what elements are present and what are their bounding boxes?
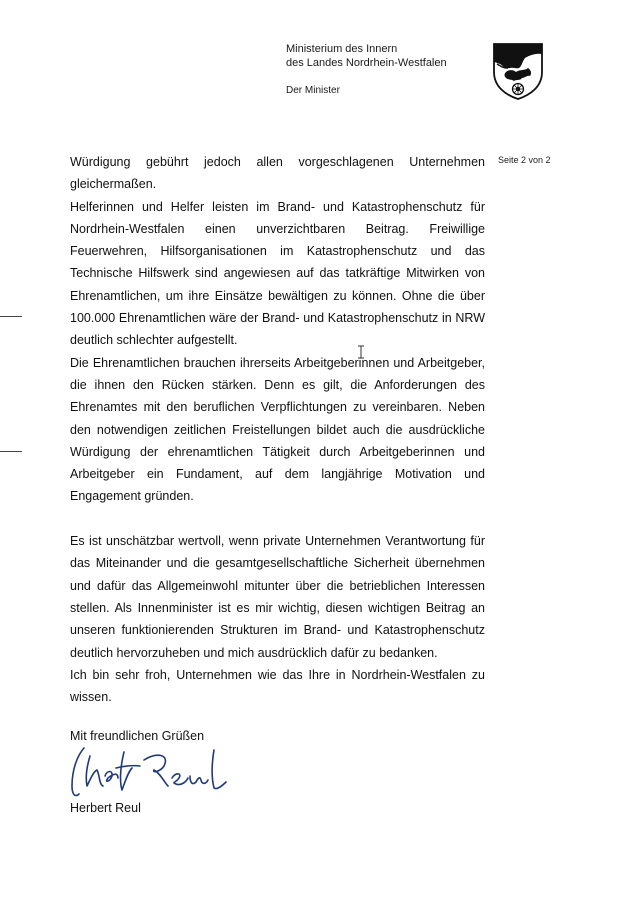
handwritten-signature-icon xyxy=(66,742,241,802)
paragraph: Es ist unschätzbar wertvoll, wenn private Unternehmen Verantwortung für das Miteinander und die gesamtgesellschaftliche Sicherheit übernehmen und dafür das Allgemeinwohl mitunter über die betrieblichen Interessen stellen. Als Innenminister ist es mir wichtig, diesen wichtigen Beitrag an unseren funktionierenden Strukturen im Brand- und Katastrophenschutz deutlich hervorzuheben und mich ausdrücklich dafür zu bedanken. xyxy=(70,534,485,660)
letterhead xyxy=(286,42,486,96)
paragraph: Ich bin sehr froh, Unternehmen wie das Ihre in Nordrhein-Westfalen zu wissen. xyxy=(70,667,485,705)
letter-body xyxy=(70,151,485,708)
page-number: Seite 2 von 2 xyxy=(498,155,551,165)
closing-greeting: Mit freundlichen Grüßen xyxy=(70,729,205,743)
paragraph: Helferinnen und Helfer leisten im Brand- und Katastrophenschutz für Nordrhein-Westfalen einen unverzichtbaren Beitrag. Freiwillige Feuerwehren, Hilfsorganisationen im Katastrophenschutz und das Technische Hilfswerk sind angewiesen auf das tatkräftige Mitwirken von Ehrenamtlichen, um ihre Einsätze bewältigen zu können. Ohne die über 100.000 Ehrenamtlichen wäre der Brand- und Katastrophenschutz in NRW deutlich schlechter aufgestellt. xyxy=(70,199,485,348)
paragraph: Würdigung gebührt jedoch allen vorgeschlagenen Unternehmen gleichermaßen. xyxy=(70,155,485,192)
fold-mark xyxy=(0,316,22,317)
signer-name: Herbert Reul xyxy=(70,801,141,815)
ministry-name-line-1: Ministerium des Innern xyxy=(286,43,398,55)
punch-mark xyxy=(0,451,22,452)
paragraph: Die Ehrenamtlichen brauchen ihrerseits Arbeitgeberinnen und Arbeitgeber, die ihnen den Rücken stärken. Denn es gilt, die Anforderungen des Ehrenamtes mit den beruflichen Verpflichtungen zu vereinbaren. Neben den notwendigen zeitlichen Freistellungen bildet auch die ausdrückliche Würdigung der ehrenamtlichen Tätigkeit durch Arbeitgeberinnen und Arbeitgeber ein Fundament, auf dem langjährige Motivation und Engagement gründen. xyxy=(70,355,485,504)
text-cursor-icon xyxy=(357,345,365,359)
nrw-coat-of-arms-icon xyxy=(492,42,544,100)
minister-label: Der Minister xyxy=(286,85,340,96)
ministry-name-line-2: des Landes Nordrhein-Westfalen xyxy=(286,57,447,69)
paragraph-spacer xyxy=(70,508,485,530)
